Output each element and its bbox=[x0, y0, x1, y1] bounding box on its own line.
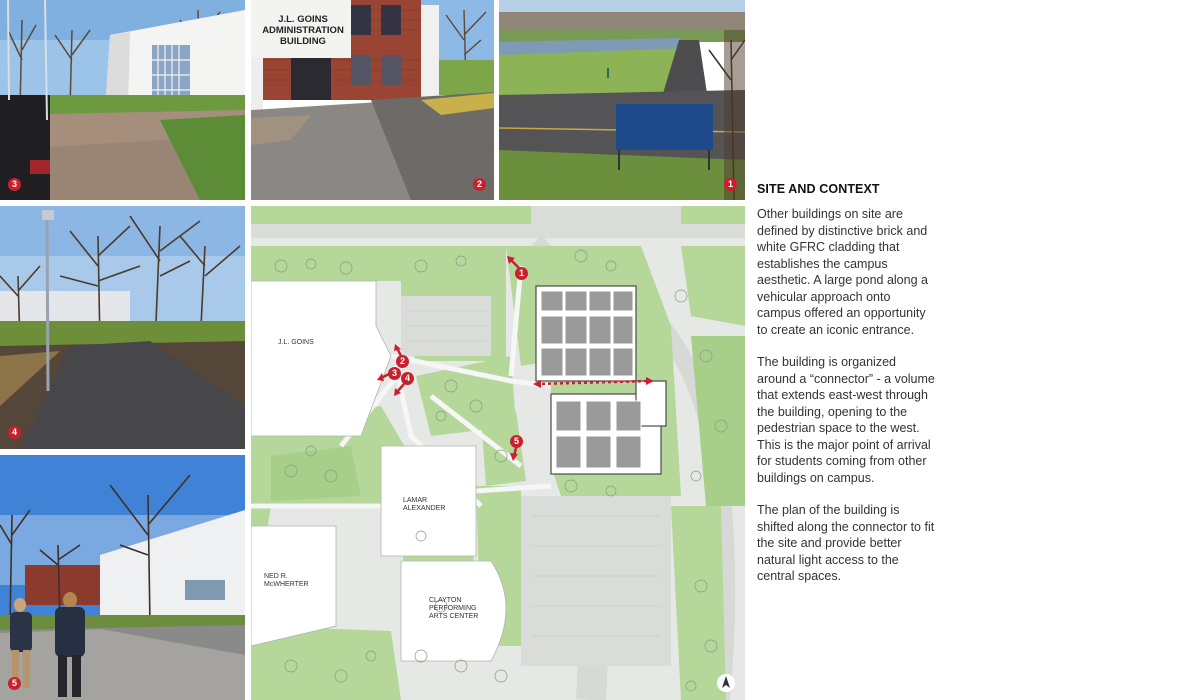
photo-badge: 5 bbox=[8, 677, 21, 690]
sign-line: ADMINISTRATION bbox=[262, 25, 344, 36]
map-label-goins: J.L. GOINS bbox=[278, 339, 314, 346]
photo-badge: 3 bbox=[8, 178, 21, 191]
map-label-lamar: LAMAR ALEXANDER bbox=[403, 497, 446, 513]
photo-badge: 4 bbox=[8, 426, 21, 439]
view-marker-5: 5 bbox=[510, 435, 523, 448]
photo-goins-white-building bbox=[0, 0, 245, 200]
paragraph-connector: The building is organized around a “connector” - a volume that extends east-west through the building, opening to the pedestrian space to the west. This is the major point of arrival for students coming from other buildings on campus. bbox=[757, 355, 935, 485]
site-context-text bbox=[757, 182, 937, 601]
photo-tree-lined-path bbox=[0, 206, 245, 449]
photo-students-walkway bbox=[0, 455, 245, 700]
paragraph-plan-shift: The plan of the building is shifted along the connector to fit the site and provide better natural light access to the central spaces. bbox=[757, 503, 935, 583]
view-marker-1: 1 bbox=[515, 267, 528, 280]
map-label-clayton: CLAYTON PERFORMING ARTS CENTER bbox=[429, 597, 479, 621]
map-label-ned: NED R. McWHERTER bbox=[264, 573, 309, 589]
view-marker-3: 3 bbox=[388, 367, 401, 380]
section-title: SITE AND CONTEXT bbox=[757, 182, 880, 196]
view-marker-4: 4 bbox=[401, 372, 414, 385]
paragraph-campus-aesthetic: Other buildings on site are defined by distinctive brick and white GFRC cladding that establishes the campus aesthetic. A large pond along a vehicular approach onto campus offered an opportunity to create an iconic entrance. bbox=[757, 207, 928, 337]
photo-badge: 1 bbox=[724, 178, 737, 191]
sign-line: J.L. GOINS bbox=[278, 14, 328, 25]
photo-pond-entrance bbox=[499, 0, 745, 200]
admin-building-sign bbox=[255, 14, 351, 47]
view-marker-2: 2 bbox=[396, 355, 409, 368]
sign-line: BUILDING bbox=[280, 36, 326, 47]
view-direction-arrows bbox=[251, 206, 745, 700]
site-plan-map bbox=[251, 206, 745, 700]
photo-badge: 2 bbox=[473, 178, 486, 191]
photo-goins-admin-entrance bbox=[251, 0, 494, 200]
